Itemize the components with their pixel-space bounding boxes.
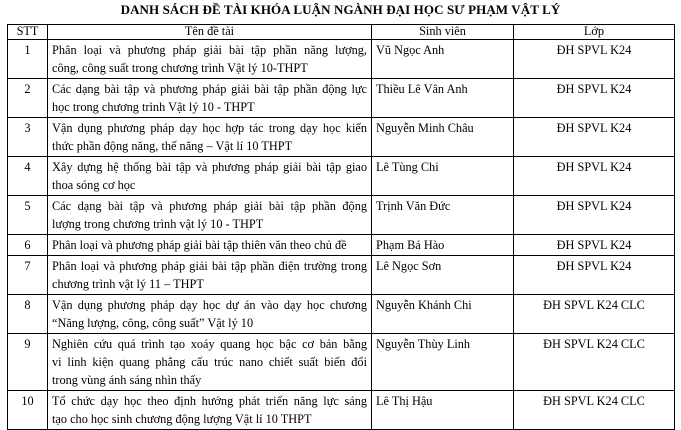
topic-line: học trong chương trình Vật lý 10 - THPT <box>52 100 255 114</box>
row-class: ĐH SPVL K24 CLC <box>514 391 675 430</box>
topic-line: Phân loại và phương pháp giải bài tập thiên văn theo chủ đề <box>52 238 347 252</box>
row-student: Nguyễn Thùy Linh <box>372 334 514 391</box>
table-row <box>8 391 675 430</box>
row-topic <box>48 157 372 196</box>
header-class: Lớp <box>514 25 675 40</box>
row-topic <box>48 334 372 391</box>
row-topic <box>48 196 372 235</box>
table-row <box>8 118 675 157</box>
table-row <box>8 235 675 256</box>
thesis-topics-table <box>7 24 675 430</box>
topic-line: Tổ chức dạy học theo định hướng phát triển năng lực sáng <box>52 394 367 408</box>
topic-line: Phân loại và phương pháp giải bài tập phần điện trường trong <box>52 259 367 273</box>
row-topic <box>48 256 372 295</box>
row-stt: 10 <box>8 391 48 430</box>
row-class: ĐH SPVL K24 <box>514 79 675 118</box>
row-student: Lê Ngọc Sơn <box>372 256 514 295</box>
table-row <box>8 79 675 118</box>
row-student: Phạm Bá Hào <box>372 235 514 256</box>
topic-line: Xây dựng hệ thống bài tập và phương pháp giải bài tập giao <box>52 160 367 174</box>
topic-line: Các dạng bài tập và phương pháp giải bài tập phần động <box>52 199 367 213</box>
topic-line: Nghiên cứu quá trình tạo xoáy quang học bậc cơ bản bằng <box>52 337 367 351</box>
document-title: DANH SÁCH ĐỀ TÀI KHÓA LUẬN NGÀNH ĐẠI HỌC SƯ PHẠM VẬT LÝ <box>120 2 561 17</box>
row-stt: 4 <box>8 157 48 196</box>
topic-line: tạo cho học sinh chương động lượng Vật lí 10 THPT <box>52 412 312 426</box>
topic-line: Vận dụng phương pháp dạy học hợp tác trong dạy học kiến <box>52 121 367 135</box>
topic-line: thức phần động năng, thế năng – Vật lí 10 THPT <box>52 139 293 153</box>
row-stt: 3 <box>8 118 48 157</box>
table-row <box>8 295 675 334</box>
row-student: Vũ Ngọc Anh <box>372 40 514 79</box>
topic-line: Các dạng bài tập và phương pháp giải bài tập phần động lực <box>52 82 367 96</box>
table-row <box>8 196 675 235</box>
topic-line: Phân loại và phương pháp giải bài tập phần năng lượng, <box>52 43 367 57</box>
row-class: ĐH SPVL K24 CLC <box>514 334 675 391</box>
row-topic <box>48 118 372 157</box>
topic-line: trong vùng ánh sáng nhìn thấy <box>52 373 202 387</box>
row-class: ĐH SPVL K24 <box>514 118 675 157</box>
topic-line: Vận dụng phương pháp dạy học dự án vào dạy học chương <box>52 298 367 312</box>
row-student: Lê Thị Hậu <box>372 391 514 430</box>
header-topic: Tên đề tài <box>48 25 372 40</box>
row-stt: 5 <box>8 196 48 235</box>
row-topic <box>48 40 372 79</box>
row-stt: 8 <box>8 295 48 334</box>
table-header-row <box>8 25 675 40</box>
row-stt: 1 <box>8 40 48 79</box>
topic-line: chương trình vật lý 11 – THPT <box>52 277 204 291</box>
row-class: ĐH SPVL K24 <box>514 157 675 196</box>
header-stt: STT <box>8 25 48 40</box>
row-class: ĐH SPVL K24 <box>514 40 675 79</box>
row-stt: 7 <box>8 256 48 295</box>
row-topic <box>48 295 372 334</box>
row-student: Nguyễn Minh Châu <box>372 118 514 157</box>
row-class: ĐH SPVL K24 <box>514 196 675 235</box>
row-class: ĐH SPVL K24 <box>514 235 675 256</box>
table-row <box>8 334 675 391</box>
table-row <box>8 40 675 79</box>
table-row <box>8 256 675 295</box>
row-student: Trịnh Văn Đức <box>372 196 514 235</box>
header-student: Sinh viên <box>372 25 514 40</box>
row-topic <box>48 235 372 256</box>
row-stt: 9 <box>8 334 48 391</box>
topic-line: công, công suất trong chương trình Vật lý 10-THPT <box>52 61 308 75</box>
row-student: Thiều Lê Vân Anh <box>372 79 514 118</box>
row-class: ĐH SPVL K24 <box>514 256 675 295</box>
row-student: Nguyễn Khánh Chi <box>372 295 514 334</box>
row-topic <box>48 391 372 430</box>
topic-line: vi linh kiện quang phẳng cấu trúc nano chiết suất biến đổi <box>52 355 367 369</box>
row-topic <box>48 79 372 118</box>
topic-line: “Năng lượng, công, công suất” Vật lý 10 <box>52 316 254 330</box>
table-body <box>8 40 675 430</box>
row-stt: 2 <box>8 79 48 118</box>
row-stt: 6 <box>8 235 48 256</box>
row-student: Lê Tùng Chi <box>372 157 514 196</box>
topic-line: lượng trong chương trình vật lý 10 - THPT <box>52 217 264 231</box>
topic-line: thoa sóng cơ học <box>52 178 136 192</box>
row-class: ĐH SPVL K24 CLC <box>514 295 675 334</box>
table-row <box>8 157 675 196</box>
